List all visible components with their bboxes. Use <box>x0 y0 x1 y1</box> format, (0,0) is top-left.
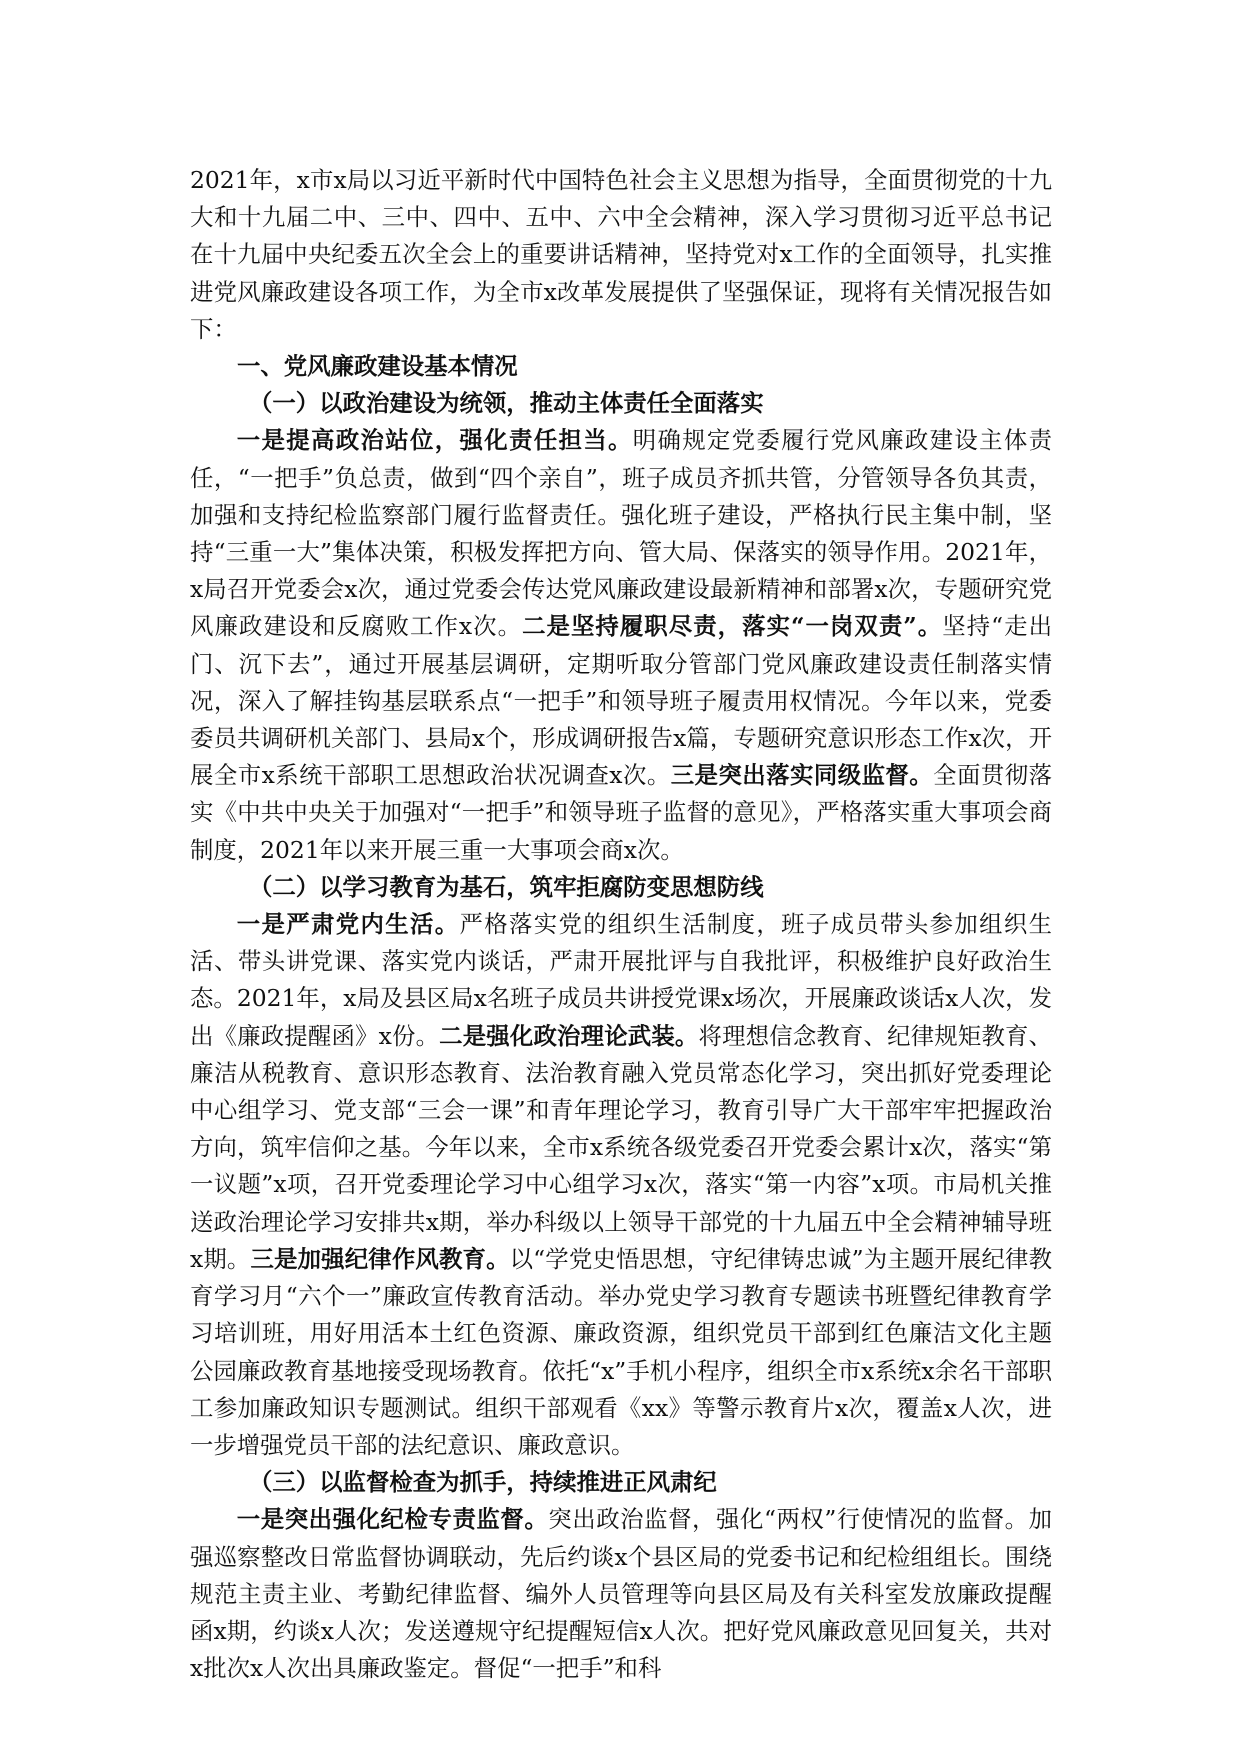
subsection-1-paragraph <box>190 422 1052 868</box>
lead-phrase: 一是严肃党内生活。 <box>236 910 460 939</box>
body-text: 严格落实党的组织生活制度，班子成员带头参加组织生活、带头讲党课、落实党内谈话，严肃开展批评与自我批评，积极维护良好政治生态。2021年，x局及县区局x名班子成员共讲授党课x场次，开展廉政谈话x人次，发出《廉政提醒函》x份。 <box>190 910 1053 1050</box>
lead-phrase: 二是坚持履职尽责，落实“一岗双责”。 <box>522 612 943 641</box>
section-heading-1: 一、党风廉政建设基本情况 <box>237 352 518 381</box>
body-text: 明确规定党委履行党风廉政建设主体责任，“一把手”负总责，做到“四个亲自”，班子成员齐抓共管，分管领导各负其责，加强和支持纪检监察部门履行监督责任。强化班子建设，严格执行民主集中制，坚持“三重一大”集体决策，积极发挥把方向、管大局、保落实的领导作用。2021年，x局召开党委会x次，通过党委会传达党风廉政建设最新精神和部署x次，专题研究党风廉政建设和反腐败工作x次。 <box>190 426 1052 641</box>
subsection-heading-2: （二）以学习教育为基石，筑牢拒腐防变思想防线 <box>249 872 764 901</box>
subsection-heading-3: （三）以监督检查为抓手，持续推进正风肃纪 <box>249 1468 717 1497</box>
body-text: 坚持“走出门、沉下去”，通过开展基层调研，定期听取分管部门党风廉政建设责任制落实情况，深入了解挂钩基层联系点“一把手”和领导班子履责用权情况。今年以来，党委委员共调研机关部门、县局x个，形成调研报告x篇，专题研究意识形态工作x次，开展全市x系统干部职工思想政治状况调查x次。 <box>190 612 1052 790</box>
body-text: 突出政治监督，强化“两权”行使情况的监督。加强巡察整改日常监督协调联动，先后约谈x个县区局的党委书记和纪检组组长。围绕规范主责主业、考勤纪律监督、编外人员管理等向县区局及有关科室发放廉政提醒函x期，约谈x人次；发送遵规守纪提醒短信x人次。把好党风廉政意见回复关，共对x批次x人次出具廉政鉴定。督促“一把手”和科 <box>190 1505 1053 1683</box>
lead-phrase: 一是提高政治站位，强化责任担当。 <box>236 426 633 455</box>
lead-phrase: 二是强化政治理论武装。 <box>439 1021 699 1050</box>
subsection-2-paragraph <box>190 906 1052 1464</box>
lead-phrase: 一是突出强化纪检专责监督。 <box>236 1505 549 1534</box>
body-text: 以“学党史悟思想，守纪律铸忠诚”为主题开展纪律教育学习月“六个一”廉政宣传教育活动。举办党史学习教育专题读书班暨纪律教育学习培训班，用好用活本土红色资源、廉政资源，组织党员干部到红色廉洁文化主题公园廉政教育基地接受现场教育。依托“x”手机小程序，组织全市x系统x余名干部职工参加廉政知识专题测试。组织干部观看《xx》等警示教育片x次，覆盖x人次，进一步增强党员干部的法纪意识、廉政意识。 <box>190 1244 1052 1459</box>
body-text: 全面贯彻落实《中共中央关于加强对“一把手”和领导班子监督的意见》，严格落实重大事项会商制度，2021年以来开展三重一大事项会商x次。 <box>190 761 1053 864</box>
lead-phrase: 三是突出落实同级监督。 <box>670 761 934 790</box>
subsection-3-paragraph <box>190 1501 1052 1687</box>
lead-phrase: 三是加强纪律作风教育。 <box>250 1244 510 1273</box>
subsection-heading-1: （一）以政治建设为统领，推动主体责任全面落实 <box>249 389 764 418</box>
body-text: 将理想信念教育、纪律规矩教育、廉洁从税教育、意识形态教育、法治教育融入党员常态化学习，突出抓好党委理论中心组学习、党支部“三会一课”和青年理论学习，教育引导广大干部牢牢把握政治方向，筑牢信仰之基。今年以来，全市x系统各级党委召开党委会累计x次，落实“第一议题”x项，召开党委理论学习中心组学习x次，落实“第一内容”x项。市局机关推送政治理论学习安排共x期，举办科级以上领导干部党的十九届五中全会精神辅导班x期。 <box>190 1021 1052 1273</box>
document-page <box>190 162 1052 1687</box>
intro-paragraph: 2021年，x市x局以习近平新时代中国特色社会主义思想为指导，全面贯彻党的十九大和十九届二中、三中、四中、五中、六中全会精神，深入学习贯彻习近平总书记在十九届中央纪委五次全会上的重要讲话精神，坚持党对x工作的全面领导，扎实推进党风廉政建设各项工作，为全市x改革发展提供了坚强保证，现将有关情况报告如下： <box>190 166 1052 343</box>
